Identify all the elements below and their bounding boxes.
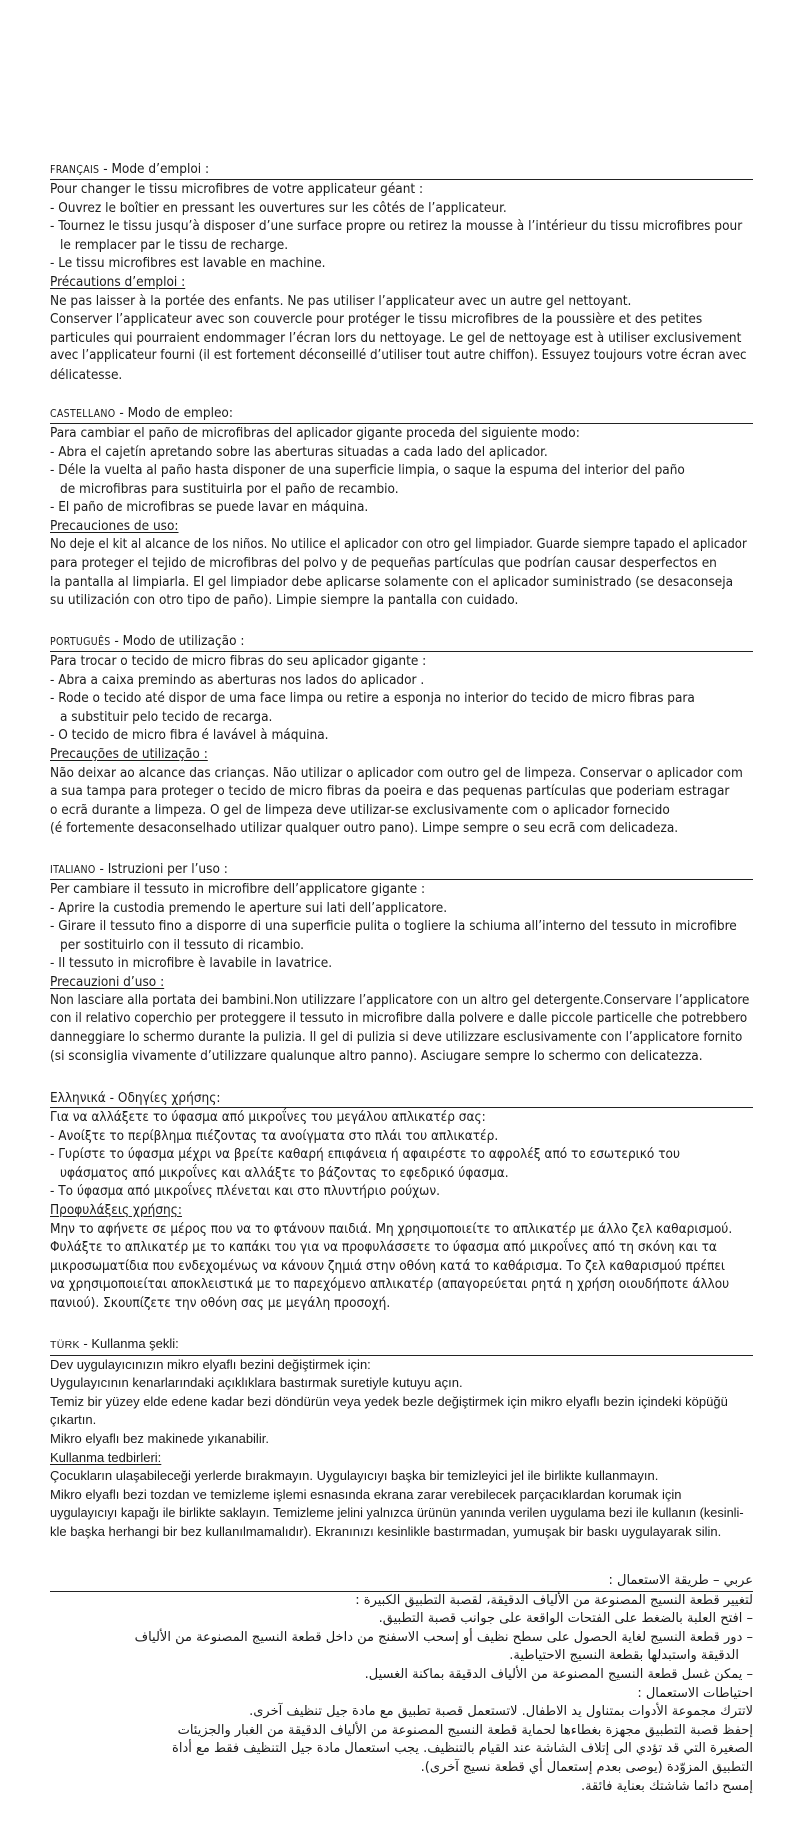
- step-line: - Abra a caixa premindo as aberturas nos lados do aplicador .: [50, 671, 425, 688]
- section-heading: [50, 1089, 753, 1108]
- step-line: - Γυρίστε το ύφασμα μέχρι να βρείτε καθαρή επιφάνεια ή αφαιρέστε το αφρολέξ από το εσωτερικό του: [50, 1146, 680, 1163]
- caution-heading: Précautions d’emploi :: [50, 273, 186, 290]
- step-line: de microfibras para sustituirla por el paño de recambio.: [60, 480, 399, 497]
- caution-line: لاتترك مجموعة الأدوات بمتناول يد الاطفال. لاتستعمل قصبة تطبيق مع مادة جيل تنظيف آخرى.: [249, 1704, 753, 1720]
- caution-line: para proteger el tejido de microfibras del polvo y de pequeñas partículas que podrían causar desperfectos en: [50, 555, 717, 572]
- caution-line: danneggiare lo schermo durante la pulizia. Il gel di pulizia si deve utilizzare esclusivamente con l’applicatore fornito: [50, 1029, 743, 1045]
- step-line: - El paño de microfibras se puede lavar en máquina.: [50, 499, 369, 516]
- caution-line: Não deixar ao alcance das crianças. Não utilizar o aplicador com outro gel de limpeza. Conservar o aplicador com: [50, 764, 743, 781]
- step-line: a substituir pelo tecido de recarga.: [60, 708, 273, 725]
- step-line: – افتح العلبة بالضغط على الفتحات الواقعة على جوانب قصبة التطبيق.: [378, 1611, 753, 1627]
- caution-line: la pantalla al limpiarla. El gel limpiador debe aplicarse solamente con el aplicador suministrado (se desaconseja: [50, 573, 734, 590]
- section-portuguese: [50, 632, 753, 838]
- intro-line: Pour changer le tissu microfibres de votre applicateur géant :: [50, 181, 424, 197]
- caution-heading: Precauções de utilização :: [50, 745, 208, 762]
- step-line: - Il tessuto in microfibre è lavabile in lavatrice.: [50, 955, 333, 972]
- heading-title: - Modo de empleo:: [115, 405, 233, 421]
- section-turkish: [50, 1335, 753, 1542]
- caution-line: إحفظ قصبة التطبيق مجهزة بغطاءها لحماية قطعة النسيج المصنوعة من الألياف الدقيقة من الغبار والجزيئات: [177, 1722, 753, 1738]
- language-label: TÜRK: [50, 1339, 80, 1351]
- step-line: - Ανοίξτε το περίβλημα πιέζοντας τα ανοίγματα στο πλάι του απλικατέρ.: [50, 1127, 499, 1144]
- caution-line: No deje el kit al alcance de los niños. No utilice el aplicador con otro gel limpiador. Guarde siempre tapado el aplicador: [50, 536, 747, 552]
- caution-line: a sua tampa para proteger o tecido de micro fibras da poeira e das pequenas partículas que poderiam estragar: [50, 783, 730, 800]
- caution-line: Conserver l’applicateur avec son couvercle pour protéger le tissu microfibres de la poussière et des petites: [50, 311, 703, 328]
- intro-line: Para trocar o tecido de micro fibras do seu aplicador gigante :: [50, 653, 427, 669]
- language-label: FRANÇAIS: [50, 164, 100, 176]
- caution-line: su utilización con otro tipo de paño). Limpie siempre la pantalla con cuidado.: [50, 592, 519, 609]
- section-heading: [50, 632, 753, 652]
- intro-line: Para cambiar el paño de microfibras del aplicador gigante proceda del siguiente modo:: [50, 425, 580, 441]
- caution-line: con il relativo coperchio per proteggere il tessuto in microfibre dalla polvere e dalle piccole particelle che potrebbero: [50, 1011, 748, 1027]
- heading-title: - Mode d’emploi :: [99, 161, 210, 177]
- heading-title: - Modo de utilização :: [110, 633, 245, 649]
- caution-line: Φυλάξτε το απλικατέρ με το καπάκι του για να προφυλάσσετε το ύφασμα από μικροΐνες από τη σκόνη και τα: [50, 1239, 717, 1256]
- heading-title: - Istruzioni per l’uso :: [95, 861, 228, 877]
- caution-line: Non lasciare alla portata dei bambini.Non utilizzare l’applicatore con un altro gel detergente.Conservare l’applicatore: [50, 992, 750, 1008]
- section-italian: [50, 860, 753, 1066]
- caution-line: particules qui pourraient endommager l’écran lors du nettoyage. Le gel de nettoyage est à utiliser exclusivement: [50, 329, 742, 346]
- step-line: çıkartın.: [50, 1412, 97, 1428]
- language-label: CASTELLANO: [50, 408, 116, 420]
- step-line: - Tournez le tissu jusqu’à disposer d’une surface propre ou retirez la mousse à l’intérieur du tissu microfibres pour: [50, 218, 743, 235]
- section-french: [50, 160, 753, 385]
- caution-line: Çocukların ulaşabileceği yerlerde bırakmayın. Uygulayıcıyı başka bir temizleyici jel ile birlikte kullanmayın.: [50, 1468, 659, 1484]
- section-heading: [50, 1572, 753, 1592]
- step-line: Uygulayıcının kenarlarındaki açıklıklara bastırmak suretiyle kutuyu açın.: [50, 1375, 463, 1391]
- intro-line: Για να αλλάξετε το ύφασμα από μικροΐνες του μεγάλου απλικατέρ σας:: [50, 1109, 486, 1125]
- step-line: الدقيقة واستبدلها بقطعة النسيج الاحتياطية.: [509, 1648, 739, 1664]
- caution-line: délicatesse.: [50, 366, 123, 383]
- caution-line: kle başka herhangi bir bez kullanılmamalıdır). Ekranınızı kesinlikle bastırmadan, yumuşak bir baskı uygulayarak silin.: [50, 1523, 722, 1539]
- step-line: le remplacer par le tissu de recharge.: [60, 236, 289, 253]
- section-heading: [50, 860, 753, 880]
- section-greek: [50, 1089, 753, 1313]
- caution-line: μικροσωματίδια που ενδεχομένως να κάνουν ζημιά στην οθόνη κατά το καθάρισμα. Το ζελ καθαρισμού πρέπει: [50, 1257, 726, 1274]
- caution-heading: Precauciones de uso:: [50, 517, 179, 534]
- caution-line: uygulayıcıyı kapağı ile birlikte saklayın. Temizleme jelini yalnızca ürünün yanında verilen uygulama bezi ile kullanın (kesinli-: [50, 1505, 744, 1521]
- caution-line: (é fortemente desaconselhado utilizar qualquer outro pano). Limpe sempre o seu ecrã com delicadeza.: [50, 820, 679, 837]
- step-line: - O tecido de micro fibra é lavável à máquina.: [50, 727, 329, 744]
- step-line: Temiz bir yüzey elde edene kadar bezi döndürün veya yedek bezle değiştirmek için mikro elyaflı bezin içindeki köpüğü: [50, 1393, 728, 1409]
- caution-line: Ne pas laisser à la portée des enfants. Ne pas utiliser l’applicateur avec un autre gel nettoyant.: [50, 292, 632, 309]
- step-line: Mikro elyaflı bez makinede yıkanabilir.: [50, 1430, 269, 1446]
- section-spanish: [50, 404, 753, 610]
- step-line: - Το ύφασμα από μικροΐνες πλένεται και στο πλυντήριο ρούχων.: [50, 1183, 440, 1200]
- heading-title: عربي – طريقة الاستعمال :: [608, 1573, 753, 1588]
- caution-heading: Kullanma tedbirleri:: [50, 1449, 162, 1465]
- step-line: - Ouvrez le boîtier en pressant les ouvertures sur les côtés de l’applicateur.: [50, 199, 507, 216]
- caution-line: πανιού). Σκουπίζετε την οθόνη σας με μεγάλη προσοχή.: [50, 1294, 391, 1311]
- step-line: – يمكن غسل قطعة النسيج المصنوعة من الألياف الدقيقة بماكنة الغسيل.: [364, 1666, 753, 1682]
- caution-line: να χρησιμοποιείται αποκλειστικά με το παρεχόμενο απλικατέρ (απαγορεύεται ρητά η χρήση οιουδήποτε άλλου: [50, 1276, 730, 1293]
- caution-line: o ecrã durante a limpeza. O gel de limpeza deve utilizar-se exclusivamente com o aplicador fornecido: [50, 801, 670, 818]
- language-label: PORTUGUÊS: [50, 636, 111, 648]
- step-line: - Girare il tessuto fino a disporre di una superficie pulita o togliere la schiuma all’interno del tessuto in microfibre: [50, 918, 737, 935]
- caution-line: الصغيرة التي قد تؤدي الى إتلاف الشاشة عند القيام بالتنظيف. يجب استعمال مادة جيل التنظيف فقط مع أداة: [172, 1741, 753, 1757]
- caution-line: avec l’applicateur fourni (il est fortement déconseillé d’utiliser tout autre chiffon). Essuyez toujours votre écran avec: [50, 348, 747, 364]
- caution-heading: Προφυλάξεις χρήσης:: [50, 1201, 182, 1218]
- caution-heading: Precauzioni d’uso :: [50, 973, 165, 990]
- caution-line: (si sconsiglia vivamente d’utilizzare qualunque altro panno). Asciugare sempre lo schermo con delicatezza.: [50, 1048, 703, 1065]
- caution-line: إمسح دائما شاشتك بعناية فائقة.: [580, 1778, 753, 1794]
- section-arabic: [50, 1572, 753, 1796]
- section-heading: [50, 404, 753, 424]
- step-line: - Le tissu microfibres est lavable en machine.: [50, 255, 326, 272]
- caution-line: Mikro elyaflı bezi tozdan ve temizleme işlemi esnasında ekrana zarar verebilecek parçacıklardan korumak için: [50, 1486, 682, 1502]
- step-line: - Aprire la custodia premendo le aperture sui lati dell’applicatore.: [50, 899, 448, 916]
- language-label: ITALIANO: [50, 864, 96, 876]
- intro-line: لتغيير قطعة النسيج المصنوعة من الألياف الدقيقة، لقصبة التطبيق الكبيرة :: [355, 1592, 753, 1608]
- step-line: - Déle la vuelta al paño hasta disponer de una superficie limpia, o saque la espuma del interior del paño: [50, 462, 685, 479]
- step-line: - Rode o tecido até dispor de uma face limpa ou retire a esponja no interior do tecido de micro fibras para: [50, 690, 695, 707]
- step-line: υφάσματος από μικροΐνες και αλλάξτε το βάζοντας το εφεδρικό ύφασμα.: [60, 1164, 509, 1181]
- section-heading: [50, 160, 753, 180]
- heading-title: - Kullanma şekli:: [79, 1336, 179, 1351]
- section-heading: [50, 1335, 753, 1356]
- caution-line: Μην το αφήνετε σε μέρος που να το φτάνουν παιδιά. Μη χρησιμοποιείτε το απλικατέρ με άλλο ζελ καθαρισμού.: [50, 1220, 733, 1237]
- caution-line: التطبيق المزوّدة (يوصى بعدم إستعمال أي قطعة نسيج آخرى).: [420, 1759, 753, 1775]
- step-line: - Abra el cajetín apretando sobre las aberturas situadas a cada lado del aplicador.: [50, 443, 548, 460]
- intro-line: Per cambiare il tessuto in microfibre dell’applicatore gigante :: [50, 881, 426, 897]
- intro-line: Dev uygulayıcınızın mikro elyaflı bezini değiştirmek için:: [50, 1356, 371, 1372]
- heading-title: Ελληνικά - Οδηγίες χρήσης:: [50, 1090, 221, 1106]
- step-line: per sostituirlo con il tessuto di ricambio.: [60, 936, 305, 953]
- step-line: – دور قطعة النسيج لغاية الحصول على سطح نظيف أو إسحب الاسفنج من داخل قطعة النسيج المصنوعة من الألياف: [134, 1629, 753, 1645]
- caution-heading: احتياطات الاستعمال :: [637, 1685, 753, 1701]
